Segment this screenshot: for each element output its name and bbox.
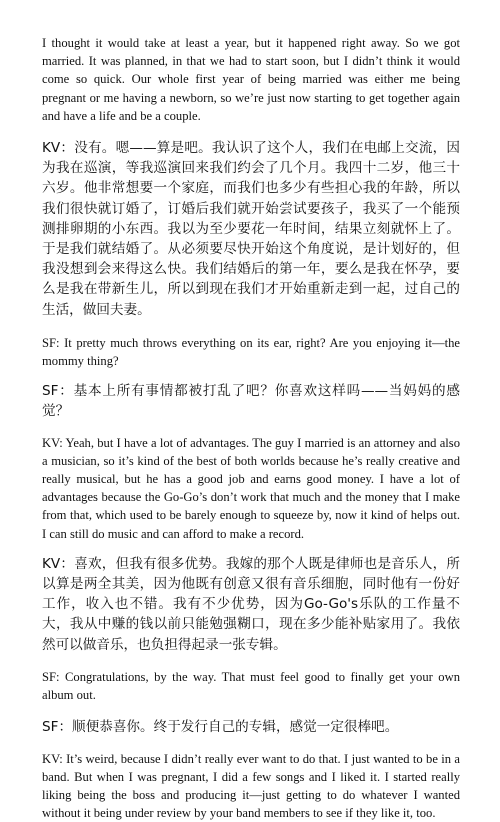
paragraph-en-4: SF: Congratulations, by the way. That must feel good to finally get your own album out.	[42, 668, 460, 704]
paragraph-en-2: SF: It pretty much throws everything on its ear, right? Are you enjoying it—the mommy thing?	[42, 334, 460, 370]
paragraph-zh-1: KV：没有。嗯——算是吧。我认识了这个人，我们在电邮上交流，因为我在巡演，等我巡演回来我们约会了几个月。我四十二岁，他三十六岁。他非常想要一个家庭，而我们也多少有些担心我的年龄，所以我们很快就订婚了，订婚后我们就开始尝试要孩子，我买了一个能预测排卵期的小东西。我以为至少要花一年时间，结果立刻就怀上了。于是我们就结婚了。从必须要尽快开始这个角度说，是计划好的，但我没想到会来得这么快。我们结婚后的第一年，要么是我在怀孕，要么是我在带新生儿，所以到现在我们才开始重新走到一起，过自己的生活，做回夫妻。	[42, 138, 460, 320]
paragraph-en-1: I thought it would take at least a year, but it happened right away. So we got married. It was planned, in that we had to start soon, but I didn’t think it would come so quick. Our whole first year of being married was either me being pregnant or me having a newborn, so we’re just now starting to get together again and have a life and be a couple.	[42, 34, 460, 125]
paragraph-zh-3: KV：喜欢，但我有很多优势。我嫁的那个人既是律师也是音乐人，所以算是两全其美，因为他既有创意又很有音乐细胞，同时他有一份好工作，收入也不错。我有不少优势，因为Go-Go's乐队的工作量不大，我从中赚的钱以前只能勉强糊口，现在多少能补贴家用了。我依然可以做音乐，也负担得起录一张专辑。	[42, 554, 460, 655]
paragraph-zh-2: SF：基本上所有事情都被打乱了吧？你喜欢这样吗——当妈妈的感觉？	[42, 381, 460, 421]
paragraph-zh-4: SF：顺便恭喜你。终于发行自己的专辑，感觉一定很棒吧。	[42, 717, 460, 737]
paragraph-en-3: KV: Yeah, but I have a lot of advantages. The guy I married is an attorney and also a musician, so it’s kind of the best of both worlds because he’s really creative and really musical, but he has a good job and earns good money. I have a lot of advantages because the Go-Go’s don’t work that much and the money that I make from that, which used to be barely enough to squeeze by, now it kind of helps out. I can still do music and can afford to make a record.	[42, 434, 460, 543]
paragraph-en-5: KV: It’s weird, because I didn’t really ever want to do that. I just wanted to be in a band. But when I was pregnant, I did a few songs and I liked it. I started really liking being the boss and producing it—just getting to do whatever I wanted without it being under review by your band members to see if they like it, too.	[42, 750, 460, 822]
